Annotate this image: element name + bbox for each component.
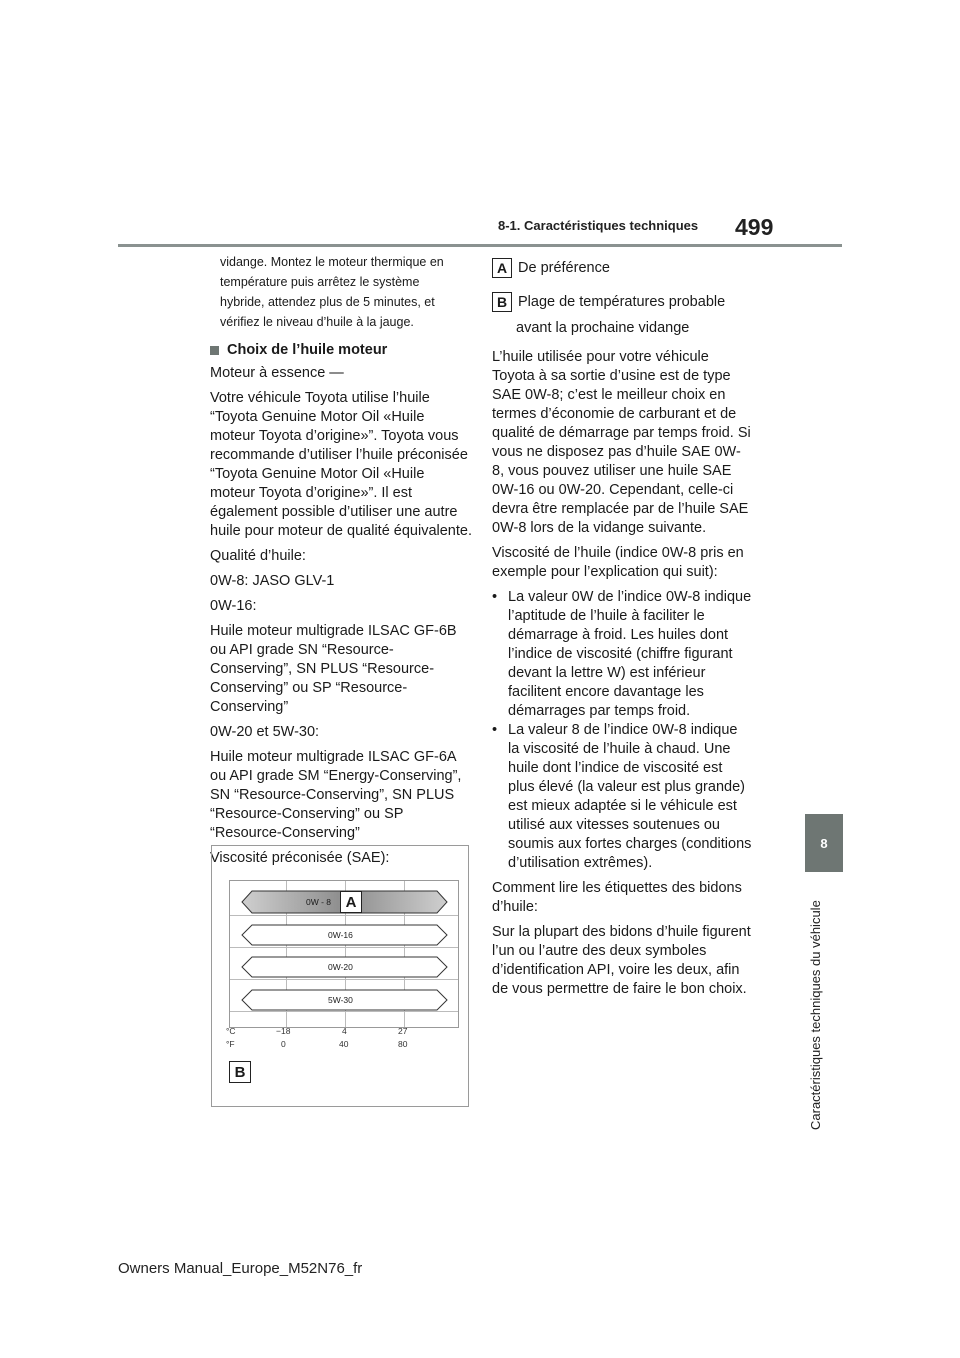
unit-fahrenheit: °F [226, 1039, 235, 1049]
square-bullet-icon [210, 346, 219, 355]
figure-label-a: A [340, 891, 362, 913]
legend-b-box: B [492, 292, 512, 312]
paragraph: Moteur à essence — [210, 365, 344, 381]
legend-a [492, 258, 752, 278]
legend-a-text: De préférence [518, 260, 610, 276]
chapter-title: Caractéristiques techniques du véhicule [808, 900, 823, 1130]
tick-fahrenheit: 80 [398, 1039, 408, 1049]
page-number: 499 [735, 214, 774, 240]
bullet-icon: • [492, 722, 498, 738]
grade-label: 5W-30 [328, 995, 353, 1005]
tick-fahrenheit: 40 [339, 1039, 349, 1049]
paragraph: Qualité d’huile: [210, 548, 306, 564]
legend-b [492, 292, 752, 312]
viscosity-figure [211, 845, 469, 1107]
section-title-text: Choix de l’huile moteur [227, 342, 388, 358]
legend-b-text: Plage de températures probable [518, 294, 726, 310]
legend-a-box: A [492, 258, 512, 278]
grade-bars [212, 846, 468, 1046]
intro-line: hybride, attendez plus de 5 minutes, et [220, 295, 435, 309]
bullet-text: La valeur 8 de l’indice 0W-8 indique la viscosité de l’huile à chaud. Une huile dont l’indice de viscosité est plus élevé (la valeur est plus grande) est mieux adaptée si le véhicule est utilisé aux vitesses soutenues ou soumis aux fortes charges (conditions d’utilisation extrêmes). [508, 722, 752, 871]
tick-fahrenheit: 0 [281, 1039, 286, 1049]
section-title [210, 342, 472, 358]
legend-b-continuation: avant la prochaine vidange [516, 320, 690, 336]
tick-celsius: 27 [398, 1026, 408, 1036]
bullet-item [492, 721, 752, 873]
grade-label: 0W - 8 [306, 897, 332, 907]
footer-text: Owners Manual_Europe_M52N76_fr [118, 1260, 363, 1277]
bullet-text: La valeur 0W de l’indice 0W-8 indique l’aptitude de l’huile à faciliter le démarrage à froid. Les huiles dont l’indice de viscosité (chiffre figurant devant la lettre W) est inférieur facilitent encore davantage les démarrages par temps froid. [508, 589, 752, 719]
paragraph: 0W-20 et 5W-30: [210, 724, 320, 740]
paragraph: Votre véhicule Toyota utilise l’huile “Toyota Genuine Motor Oil «Huile moteur Toyota d’origine»”. Toyota vous recommande d’utiliser l’huile préconisée “Toyota Genuine Motor Oil «Huile moteur Toyota d’origine»”. Il est également possible d’utiliser une autre huile pour moteur de qualité équivalente. [210, 390, 472, 539]
grade-label: 0W-16 [328, 930, 353, 940]
paragraph: Huile moteur multigrade ILSAC GF-6A ou API grade SM “Energy-Conserving”, SN “Resource-Conserving”, SN PLUS “Resource-Conserving” ou SP “Resource-Conserving” [210, 749, 462, 841]
paragraph: Viscosité de l’huile (indice 0W-8 pris en exemple pour l’explication qui suit): [492, 545, 744, 580]
paragraph: L’huile utilisée pour votre véhicule Toyota à sa sortie d’usine est de type SAE 0W-8; c’est le meilleur choix en termes d’économie de carburant et de qualité de démarrage par temps froid. Si vous ne disposez pas d’huile SAE 0W-8, vous pouvez utiliser une huile SAE 0W-16 ou 0W-20. Cependant, celle-ci devra être remplacée par de l’huile SAE 0W-8 lors de la vidange suivante. [492, 349, 751, 536]
right-column [492, 258, 752, 1005]
paragraph: Sur la plupart des bidons d’huile figurent l’un ou l’autre des deux symboles d’identification API, voire les deux, afin de vous permettre de faire le bon choix. [492, 924, 751, 997]
figure-label-b: B [229, 1061, 251, 1083]
intro-text [210, 252, 472, 332]
header-divider [118, 244, 842, 247]
unit-celsius: °C [226, 1026, 236, 1036]
paragraph: Comment lire les étiquettes des bidons d’huile: [492, 880, 742, 915]
bullet-icon: • [492, 589, 498, 605]
chapter-number: 8 [820, 835, 828, 851]
bullet-item [492, 588, 752, 721]
tick-celsius: 4 [342, 1026, 347, 1036]
grade-label: 0W-20 [328, 962, 353, 972]
left-column [210, 252, 472, 874]
intro-line: température puis arrêtez le système [220, 275, 420, 289]
paragraph: 0W-16: [210, 598, 257, 614]
tick-celsius: −18 [276, 1026, 291, 1036]
chapter-tab[interactable] [805, 814, 843, 872]
intro-line: vérifiez le niveau d’huile à la jauge. [220, 315, 414, 329]
section-heading: 8-1. Caractéristiques techniques [498, 218, 699, 233]
paragraph: Huile moteur multigrade ILSAC GF-6B ou API grade SN “Resource-Conserving”, SN PLUS “Resource-Conserving” ou SP “Resource-Conserving” [210, 623, 457, 715]
paragraph: 0W-8: JASO GLV-1 [210, 573, 335, 589]
paragraph: Viscosité préconisée (SAE): [210, 850, 390, 866]
intro-line: vidange. Montez le moteur thermique en [220, 255, 444, 269]
